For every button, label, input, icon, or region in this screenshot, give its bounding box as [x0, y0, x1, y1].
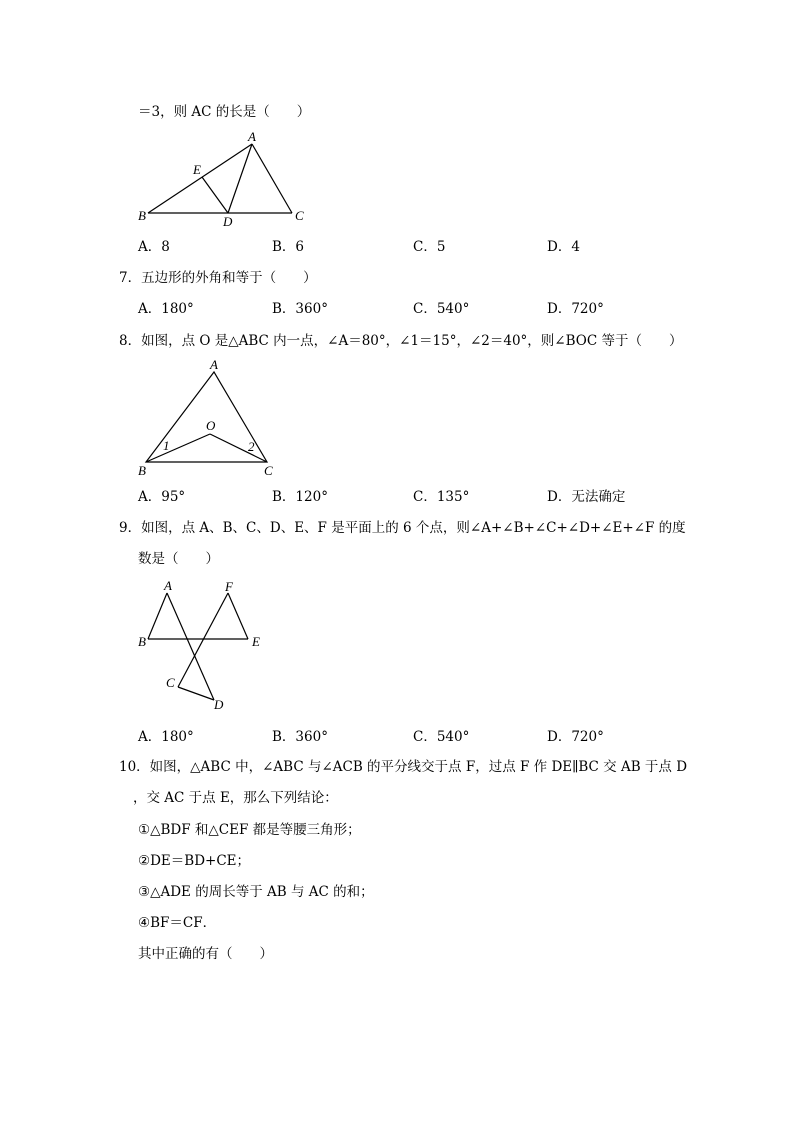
q7-option-a: A．180°: [138, 301, 194, 317]
q8-label-1: 1: [163, 438, 170, 453]
q6-option-c: C．5: [413, 239, 446, 255]
q9-option-b: B．360°: [272, 729, 328, 745]
q10-closing: 其中正确的有（ ）: [138, 946, 273, 962]
q6-label-b: B: [138, 208, 146, 223]
q10-stem-line2: ，交 AC 于点 E，那么下列结论：: [133, 790, 338, 806]
q8-option-a: A．95°: [138, 489, 186, 505]
q7-option-d: D．720°: [547, 301, 604, 317]
q9-option-d: D．720°: [547, 729, 604, 745]
q10-item-1: ①△BDF 和△CEF 都是等腰三角形；: [138, 822, 361, 838]
q6-option-b: B．6: [272, 239, 305, 255]
q9-option-a: A．180°: [138, 729, 194, 745]
q8-label-b: B: [138, 463, 146, 478]
q10-item-4: ④BF＝CF．: [138, 915, 217, 931]
q6-option-d: D．4: [547, 239, 580, 255]
q7-stem: 7．五边形的外角和等于（ ）: [119, 270, 317, 286]
q6-label-c: C: [295, 208, 304, 223]
q8-label-o: O: [206, 418, 216, 433]
q7-option-c: C．540°: [413, 301, 470, 317]
q8-label-a: A: [210, 357, 218, 372]
q9-label-b: B: [138, 634, 146, 649]
q6-option-a: A．8: [138, 239, 170, 255]
q6-stem-tail: ＝3，则 AC 的长是（ ）: [138, 104, 311, 120]
q6-label-e: E: [193, 162, 201, 177]
q6-figure: [130, 128, 330, 228]
q8-label-c: C: [264, 463, 273, 478]
q7-option-b: B．360°: [272, 301, 328, 317]
q10-stem-line1: 10．如图，△ABC 中，∠ABC 与∠ACB 的平分线交于点 F，过点 F 作 DE∥BC 交 AB 于点 D: [119, 759, 688, 775]
q8-label-2: 2: [248, 439, 255, 454]
q8-option-d: D．无法确定: [547, 489, 626, 505]
q10-item-3: ③△ADE 的周长等于 AB 与 AC 的和；: [138, 884, 374, 900]
q9-label-e: E: [252, 634, 260, 649]
q6-label-d: D: [223, 214, 233, 229]
q10-item-2: ②DE＝BD+CE；: [138, 853, 251, 869]
q9-label-f: F: [225, 579, 233, 594]
q8-figure: [132, 358, 292, 478]
q6-label-a: A: [248, 129, 256, 144]
q9-figure: [130, 580, 280, 720]
q9-label-c: C: [166, 675, 175, 690]
q8-stem: 8．如图，点 O 是△ABC 内一点，∠A＝80°，∠1＝15°，∠2＝40°，则∠BOC 等于（ ）: [119, 333, 683, 349]
q9-label-a: A: [164, 578, 172, 593]
q9-option-c: C．540°: [413, 729, 470, 745]
q8-option-b: B．120°: [272, 489, 328, 505]
q9-stem-line2: 数是（ ）: [138, 551, 219, 567]
q8-option-c: C．135°: [413, 489, 470, 505]
q9-stem-line1: 9．如图，点 A、B、C、D、E、F 是平面上的 6 个点，则∠A+∠B+∠C+∠D+∠E+∠F 的度: [119, 520, 686, 536]
q9-label-d: D: [214, 697, 224, 712]
